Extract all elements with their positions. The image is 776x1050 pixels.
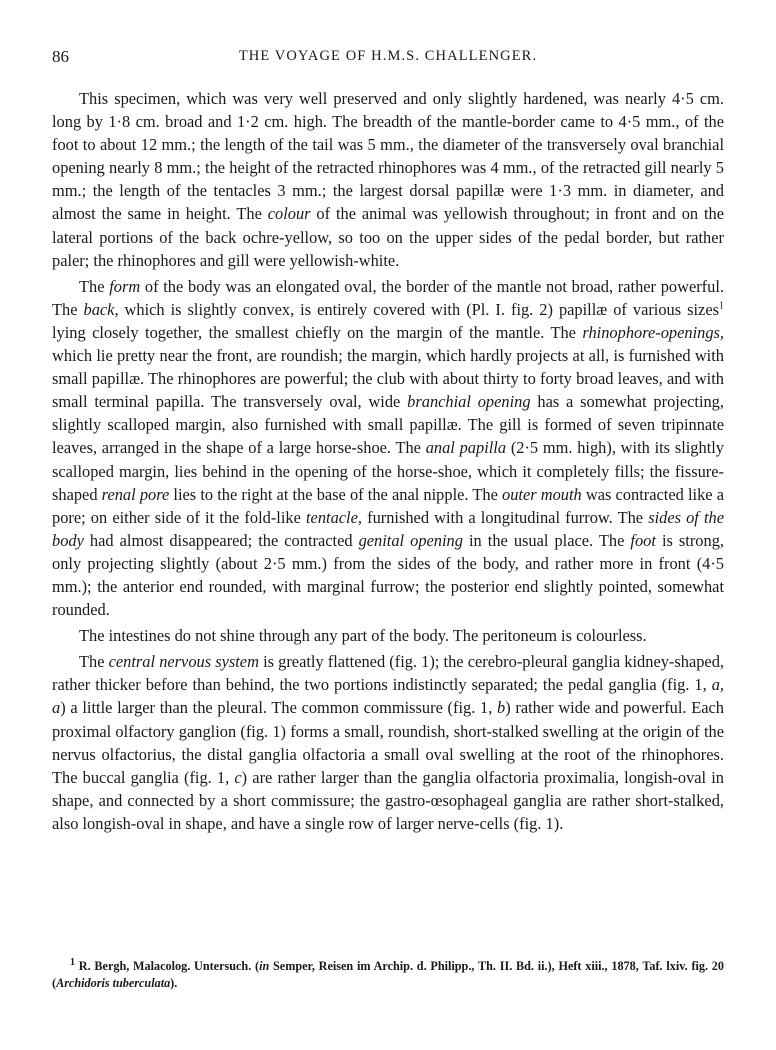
footnote-reference: 1 bbox=[719, 300, 724, 312]
italic-term: rhinophore-openings, bbox=[582, 322, 724, 342]
text-run: The bbox=[79, 652, 109, 672]
running-title: THE VOYAGE OF H.M.S. CHALLENGER. bbox=[238, 48, 538, 64]
italic-term: tentacle, bbox=[306, 507, 362, 527]
italic-term: back, bbox=[83, 299, 119, 319]
text-run: is strong, only projecting slightly (about 2·5 mm.) from the sides of the body, and rather more in front (4·5 mm.); the anterior end rounded, with marginal furrow; the posterior end slightly pointed, somewhat rounded. bbox=[52, 530, 724, 620]
text-run: was contracted like a pore; on either side of it the fold-like bbox=[52, 484, 724, 527]
text-run: ) a little larger than the pleural. The common commissure (fig. 1, bbox=[60, 698, 498, 718]
footnote bbox=[52, 958, 724, 992]
text-run: had almost disappeared; the contracted bbox=[83, 530, 359, 550]
italic-term: sides of the body bbox=[52, 507, 725, 550]
italic-term: outer mouth bbox=[502, 484, 582, 504]
text-run: lying closely together, the smallest chiefly on the margin of the mantle. The bbox=[52, 322, 583, 342]
text-run: has a somewhat projecting, slightly scalloped margin, also furnished with small papillæ. The gill is formed of seven tripinnate leaves, arranged in the shape of a large horse-shoe. The bbox=[52, 392, 724, 458]
italic-term: b bbox=[497, 698, 506, 718]
italic-term: anal papilla bbox=[425, 438, 507, 458]
text-run: of the animal was yellowish throughout; in front and on the lateral portions of the back ochre-yellow, so too on the upper sides of the pedal border, but rather paler; the rhinophores and gill were yellowish-white. bbox=[52, 204, 725, 270]
footnote-reference: 1 bbox=[70, 956, 75, 968]
italic-term: central nervous system bbox=[108, 652, 259, 672]
italic-term: in bbox=[259, 959, 270, 973]
italic-term: branchial opening bbox=[407, 392, 531, 412]
text-run: of the body was an elongated oval, the border of the mantle not broad, rather powerful. The bbox=[52, 276, 724, 319]
text-run: lies to the right at the base of the anal nipple. The bbox=[169, 484, 503, 504]
text-run: furnished with a longitudinal furrow. The bbox=[361, 507, 649, 527]
text-run: which lie pretty near the front, are roundish; the margin, which hardly projects at all, is furnished with small papillæ. The rhinophores are powerful; the club with about thirty to forty broad leaves, and with small terminal papilla. The transversely oval, wide bbox=[52, 346, 724, 412]
text-run: This specimen, which was very well preserved and only slightly hardened, was nearly 4·5 cm. long by 1·8 cm. broad and 1·2 cm. high. The breadth of the mantle-border came to 4·5 mm., of the foot to about 12 mm.; the length of the tail was 5 mm., the diameter of the transversely oval branchial opening nearly 8 mm.; the height of the retracted rhinophores was 4 mm., of the retracted gill nearly 5 mm.; the length of the tentacles 3 mm.; the largest dorsal papillæ were 1·3 mm. in diameter, and almost the same in height. The bbox=[52, 89, 724, 224]
text-run: is greatly flattened (fig. 1); the cerebro-pleural ganglia kidney-shaped, rather thicker before than behind, the two portions indistinctly separated; the pedal ganglia (fig. 1, bbox=[52, 652, 724, 695]
text-run: ). bbox=[170, 976, 178, 990]
italic-term: colour bbox=[267, 204, 311, 224]
italic-term: genital opening bbox=[358, 530, 463, 550]
text-run: ) rather wide and powerful. Each proximal olfactory ganglion (fig. 1) forms a small, roundish, short-stalked swelling at the origin of the nervus olfactorius, the distal ganglia olfactoria a small oval swelling at the root of the rhinophores. The buccal ganglia (fig. 1, bbox=[52, 698, 724, 787]
body-text bbox=[52, 87, 724, 843]
page-number: 86 bbox=[52, 47, 69, 66]
italic-term: c bbox=[234, 767, 242, 787]
paragraph-body-form bbox=[52, 275, 724, 621]
text-run: R. Bergh, Malacolog. Untersuch. ( bbox=[75, 959, 260, 973]
text-run: The bbox=[79, 276, 110, 296]
italic-term: foot bbox=[630, 530, 656, 550]
paragraph-intestines bbox=[52, 624, 724, 647]
text-run: Semper, Reisen im Archip. d. Philipp., Th. II. Bd. ii.), Heft xiii., 1878, Taf. lxiv. fig. 20 ( bbox=[52, 959, 724, 990]
text-run: (2·5 mm. high), with its slightly scalloped margin, lies behind in the opening of the horse-shoe, which it completely fills; the fissure-shaped bbox=[52, 438, 725, 504]
text-run: The intestines do not shine through any part of the body. The peritoneum is colourless. bbox=[79, 626, 647, 646]
paragraph-nervous-system bbox=[52, 650, 724, 835]
paragraph-specimen-dimensions bbox=[52, 87, 724, 272]
italic-term: a, a bbox=[52, 675, 724, 718]
text-run: which is slightly convex, is entirely covered with (Pl. I. fig. 2) papillæ of various sizes bbox=[118, 299, 719, 319]
footnote-text bbox=[52, 958, 724, 992]
page-header bbox=[52, 47, 724, 69]
text-run: in the usual place. The bbox=[462, 530, 631, 550]
italic-term: form bbox=[109, 276, 141, 296]
text-run: ) are rather larger than the ganglia olfactoria proximalia, longish-oval in shape, and connected by a short commissure; the gastro-œsophageal ganglia are rather short-stalked, also longish-oval in shape, and have a single row of larger nerve-cells (fig. 1). bbox=[52, 767, 725, 833]
italic-term: renal pore bbox=[101, 484, 170, 504]
italic-term: Archidoris tuberculata bbox=[56, 976, 171, 990]
